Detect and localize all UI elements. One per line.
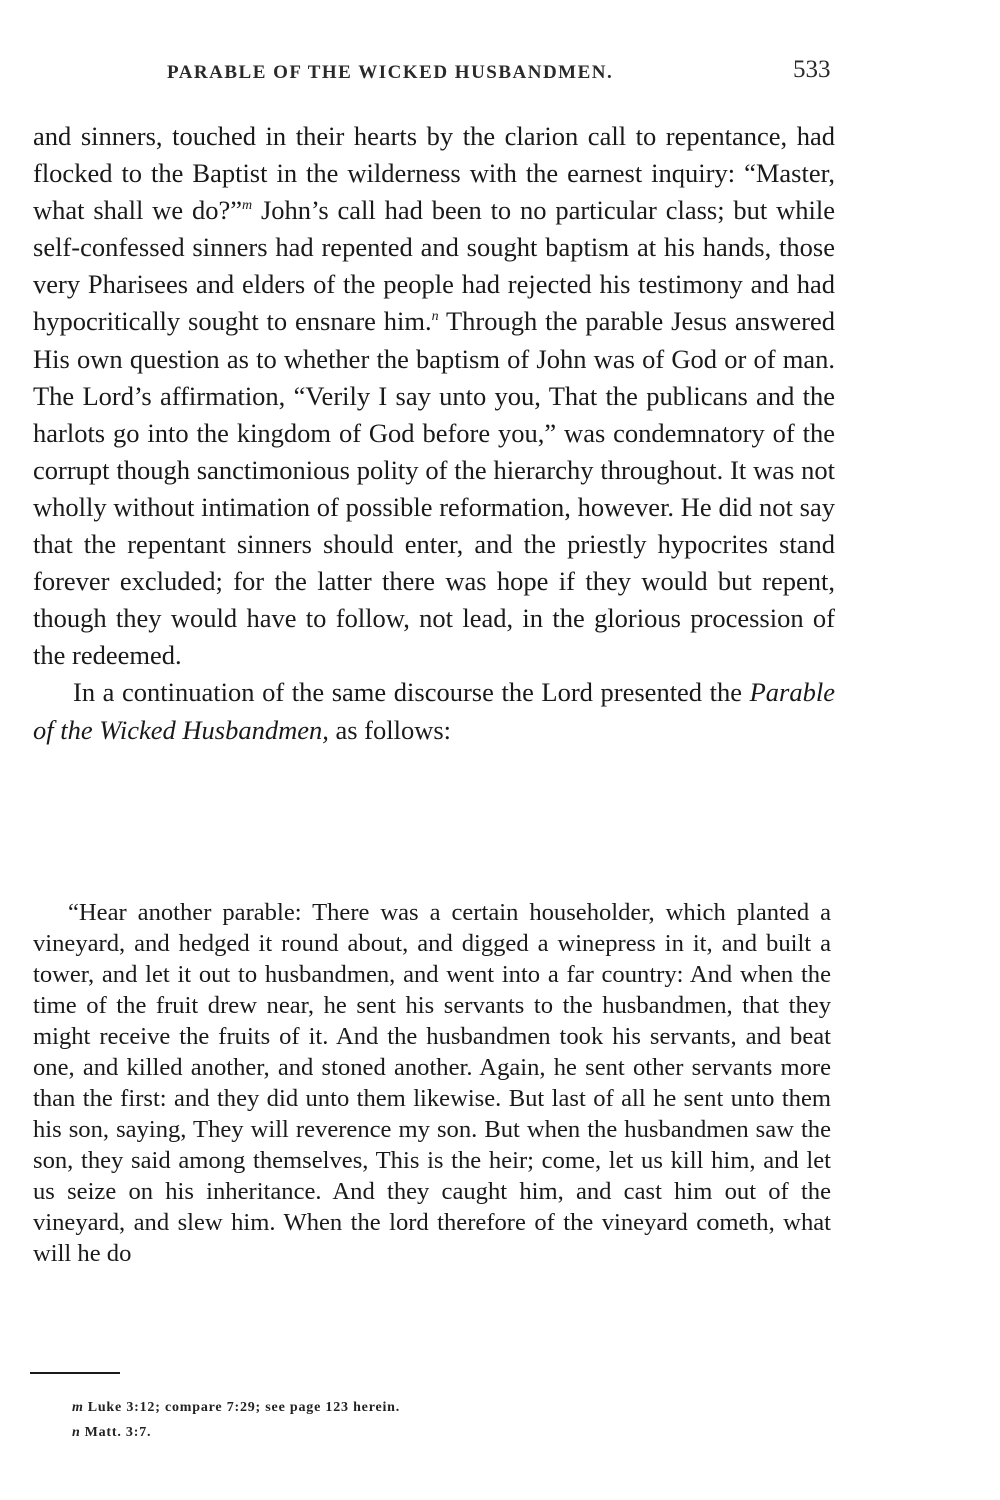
paragraph-2-text-b: as follows: xyxy=(328,714,452,745)
footnote-ref-n[interactable]: n xyxy=(431,309,439,325)
running-head xyxy=(0,56,1000,92)
footnote-rule xyxy=(30,1372,120,1374)
footnote-mark: m xyxy=(72,1400,84,1415)
paragraph-1-text-a: and sinners, touched in their hearts by the clarion call to repentance, had flocked to the Baptist in the wilderness with the earnest inquiry: “Master, what shall we do?” xyxy=(33,121,835,226)
chapter-title: PARABLE OF THE WICKED HUSBANDMEN. xyxy=(167,62,614,83)
paragraph-2 xyxy=(33,674,835,748)
quotation-text: “Hear another parable: There was a certain householder, which planted a vineyard, and hedged it round about, and digged a winepress in it, and built a tower, and let it out to husbandmen, and went into a far country: And when the time of the fruit drew near, he sent his servants to the husbandmen, that they might receive the fruits of it. And the husbandmen took his servants, and beat one, and killed another, and stoned another. Again, he sent other servants more than the first: and they did unto them likewise. But last of all he sent unto them his son, saying, They will reverence my son. But when the husbandmen saw the son, they said among themselves, This is the heir; come, let us kill him, and let us seize on his inheritance. And they caught him, and cast him out of the vineyard, and slew him. When the lord therefore of the vineyard cometh, what will he do xyxy=(33,899,831,1267)
footnote-ref-m[interactable]: m xyxy=(242,198,253,214)
footnote-mark: n xyxy=(72,1425,81,1440)
paragraph-1 xyxy=(33,118,835,674)
footnotes xyxy=(72,1395,772,1445)
page-number: 533 xyxy=(793,56,831,83)
scripture-quotation xyxy=(33,897,831,1269)
footnote-text: Matt. 3:7. xyxy=(84,1425,152,1440)
paragraph-1-text-c: Through the parable Jesus answered His own question as to whether the baptism of John was of God or of man. The Lord’s affirmation, “Verily I say unto you, That the publicans and the harlots go into the kingdom of God before you,” was condemnatory of the corrupt though sanctimonious polity of the hierarchy throughout. It was not wholly without intimation of possible reformation, however. He did not say that the repentant sinners should enter, and the priestly hypocrites stand forever excluded; for the latter there was hope if they would but repent, though they would have to follow, not lead, in the glorious procession of the redeemed. xyxy=(33,306,835,671)
parable-title: Parable of the Wicked Husbandmen, xyxy=(33,677,835,745)
footnote-text: Luke 3:12; compare 7:29; see page 123 herein. xyxy=(87,1400,401,1415)
body-text xyxy=(33,118,835,749)
paragraph-2-text-a: In a continuation of the same discourse the Lord presented the xyxy=(73,677,750,708)
paragraph-1-text-b: John’s call had been to no particular class; but while self-confessed sinners had repented and sought baptism at his hands, those very Pharisees and elders of the people had rejected his testimony and had hypocritically sought to ensnare him. xyxy=(33,195,835,337)
footnote-n xyxy=(72,1420,772,1445)
footnote-m xyxy=(72,1395,772,1420)
